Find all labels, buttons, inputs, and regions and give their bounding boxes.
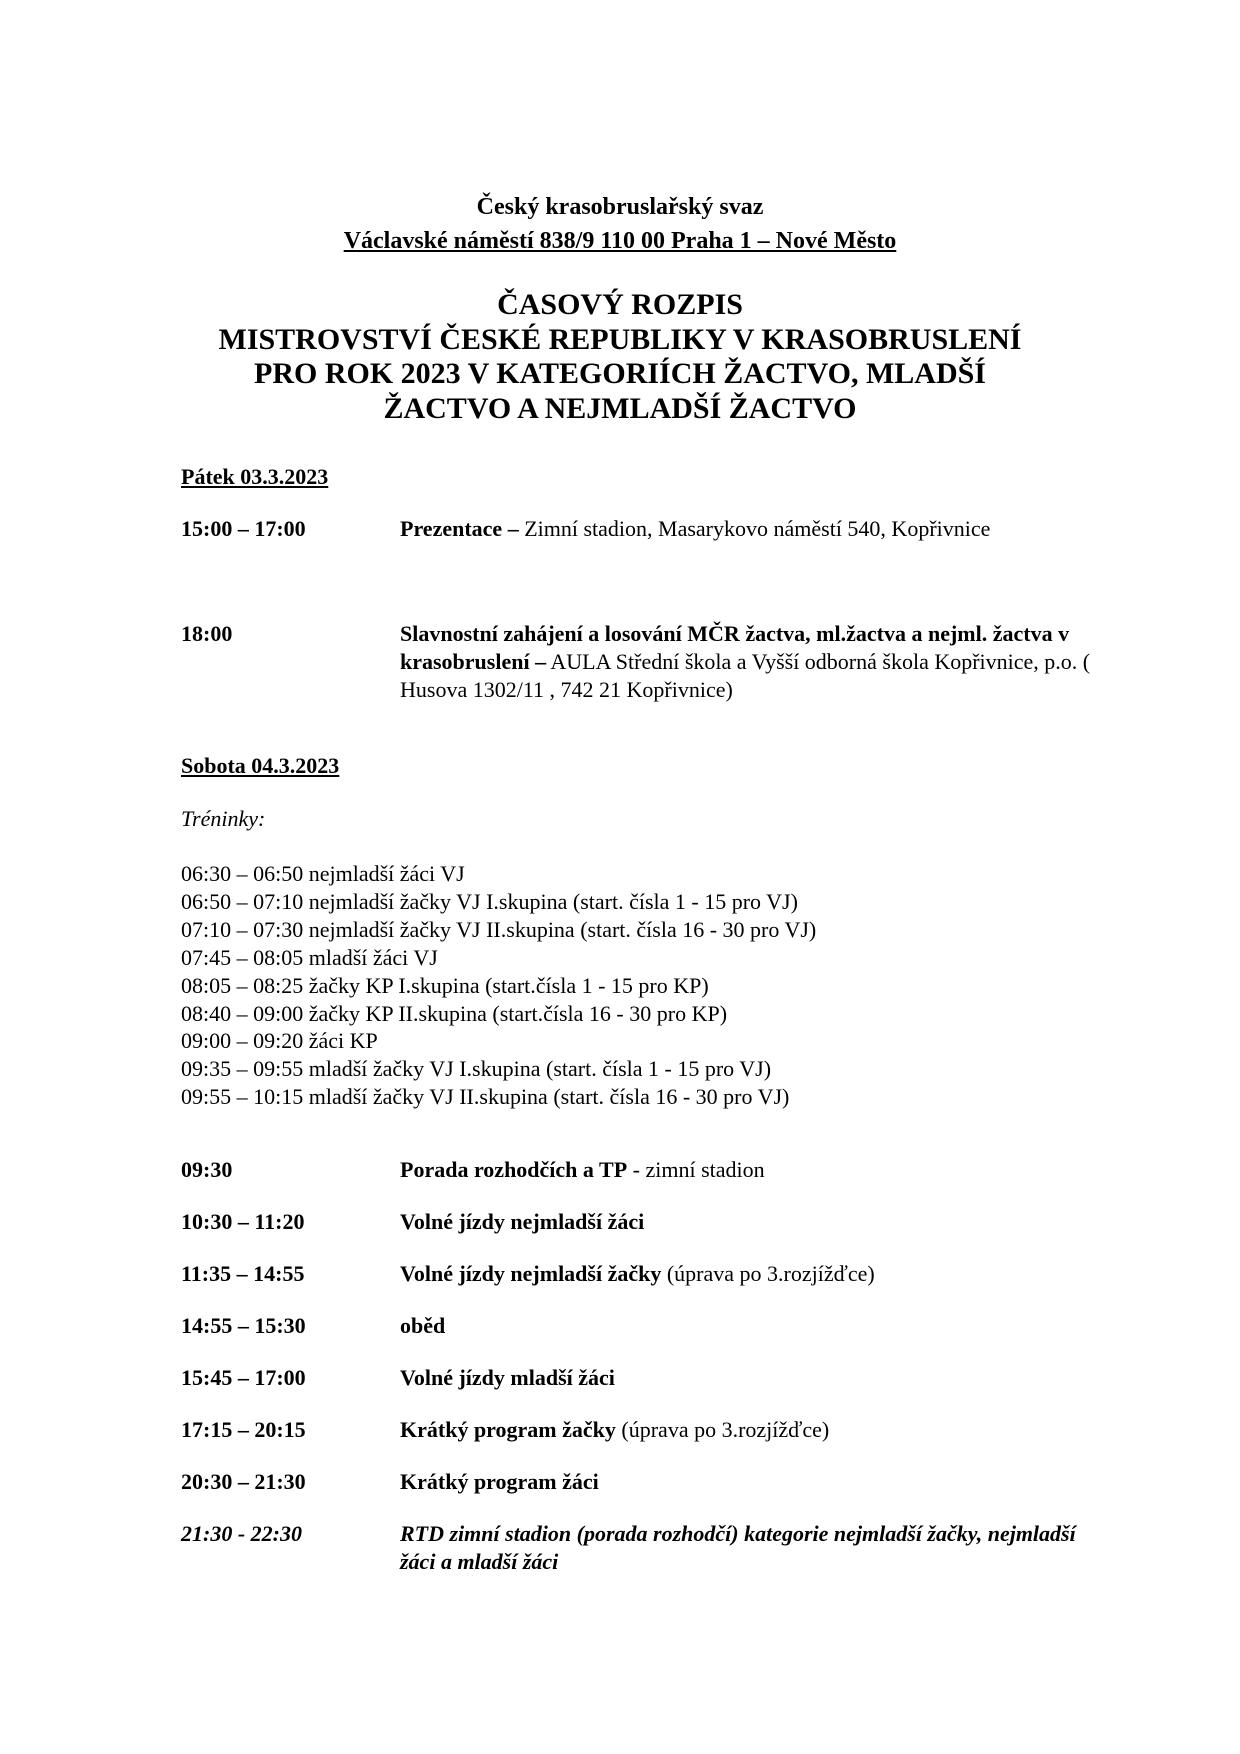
event-description [400,1416,1100,1444]
event-title: Volné jízdy nejmladší žáci [400,1209,645,1234]
event-time: 10:30 – 11:20 [181,1209,305,1234]
event-title: RTD zimní stadion (porada rozhodčí) kategorie nejmladší žačky, nejmladší žáci a mladší žáci [400,1521,1076,1574]
organization-address: Václavské náměstí 838/9 110 00 Praha 1 – Nové Město [343,228,897,254]
training-item: 08:05 – 08:25 žačky KP I.skupina (start.čísla 1 - 15 pro KP) [181,972,709,998]
event-title: Volné jízdy nejmladší žačky [400,1261,662,1286]
trainings-list [181,860,816,1111]
day-heading-friday: Pátek 03.3.2023 [181,464,329,489]
training-item: 09:55 – 10:15 mladší žačky VJ II.skupina (start. čísla 16 - 30 pro VJ) [181,1084,790,1110]
event-time: 17:15 – 20:15 [181,1417,306,1442]
training-item: 08:40 – 09:00 žačky KP II.skupina (start.čísla 16 - 30 pro KP) [181,1000,728,1026]
training-item: 09:35 – 09:55 mladší žačky VJ I.skupina (start. čísla 1 - 15 pro VJ) [181,1056,772,1082]
event-time: 15:00 – 17:00 [181,516,306,541]
event-description [400,1260,1100,1288]
training-item: 07:45 – 08:05 mladší žáci VJ [181,944,438,970]
title-line: PRO ROK 2023 V KATEGORIÍCH ŽACTVO, MLADŠÍ [254,357,986,390]
training-item: 07:10 – 07:30 nejmladší žačky VJ II.skupina (start. čísla 16 - 30 pro VJ) [181,916,817,942]
event-title: Porada rozhodčích a TP [400,1157,628,1182]
event-description [400,1156,1100,1184]
training-item: 06:50 – 07:10 nejmladší žačky VJ I.skupina (start. čísla 1 - 15 pro VJ) [181,888,798,914]
title-line: ŽACTVO A NEJMLADŠÍ ŽACTVO [383,391,857,425]
event-title: Krátký program žačky [400,1417,616,1442]
event-time: 21:30 - 22:30 [181,1521,302,1546]
event-description [400,1364,1100,1392]
event-time: 14:55 – 15:30 [181,1313,306,1338]
event-description [400,1208,1100,1236]
document-title [0,288,1240,426]
event-detail: (úprava po 3.rozjížďce) [661,1261,875,1286]
day-heading-saturday: Sobota 04.3.2023 [181,753,340,778]
event-detail: Zimní stadion, Masarykovo náměstí 540, Kopřivnice [518,516,991,541]
event-title: Krátký program žáci [400,1469,599,1494]
training-item: 06:30 – 06:50 nejmladší žáci VJ [181,861,465,886]
event-time: 09:30 [181,1157,233,1182]
event-detail: AULA Střední škola a Vyšší odborná škola Kopřivnice, p.o. ( Husova 1302/11 , 742 21 Kopřivnice) [400,649,1091,702]
event-description [400,1312,1100,1340]
event-title: Volné jízdy mladší žáci [400,1365,615,1390]
event-title: Slavnostní zahájení a losování MČR žactva, ml.žactva a nejml. žactva v krasobruslení – [400,621,1070,674]
training-item: 09:00 – 09:20 žáci KP [181,1028,378,1054]
event-detail: (úprava po 3.rozjížďce) [615,1417,830,1442]
event-time: 20:30 – 21:30 [181,1469,306,1494]
event-description [400,620,1100,704]
event-time: 15:45 – 17:00 [181,1365,306,1390]
title-line: ČASOVÝ ROZPIS [497,288,743,321]
event-time: 18:00 [181,621,233,646]
trainings-heading: Tréninky: [181,806,266,831]
event-description [400,515,1100,543]
title-line: MISTROVSTVÍ ČESKÉ REPUBLIKY V KRASOBRUSLENÍ [218,322,1022,356]
event-title: oběd [400,1313,446,1338]
event-title: Prezentace – [400,516,519,541]
event-detail: - zimní stadion [627,1157,765,1182]
event-time: 11:35 – 14:55 [181,1261,305,1286]
event-description [400,1468,1100,1496]
organization-name: Český krasobruslařský svaz [476,194,764,220]
event-description [400,1520,1100,1576]
